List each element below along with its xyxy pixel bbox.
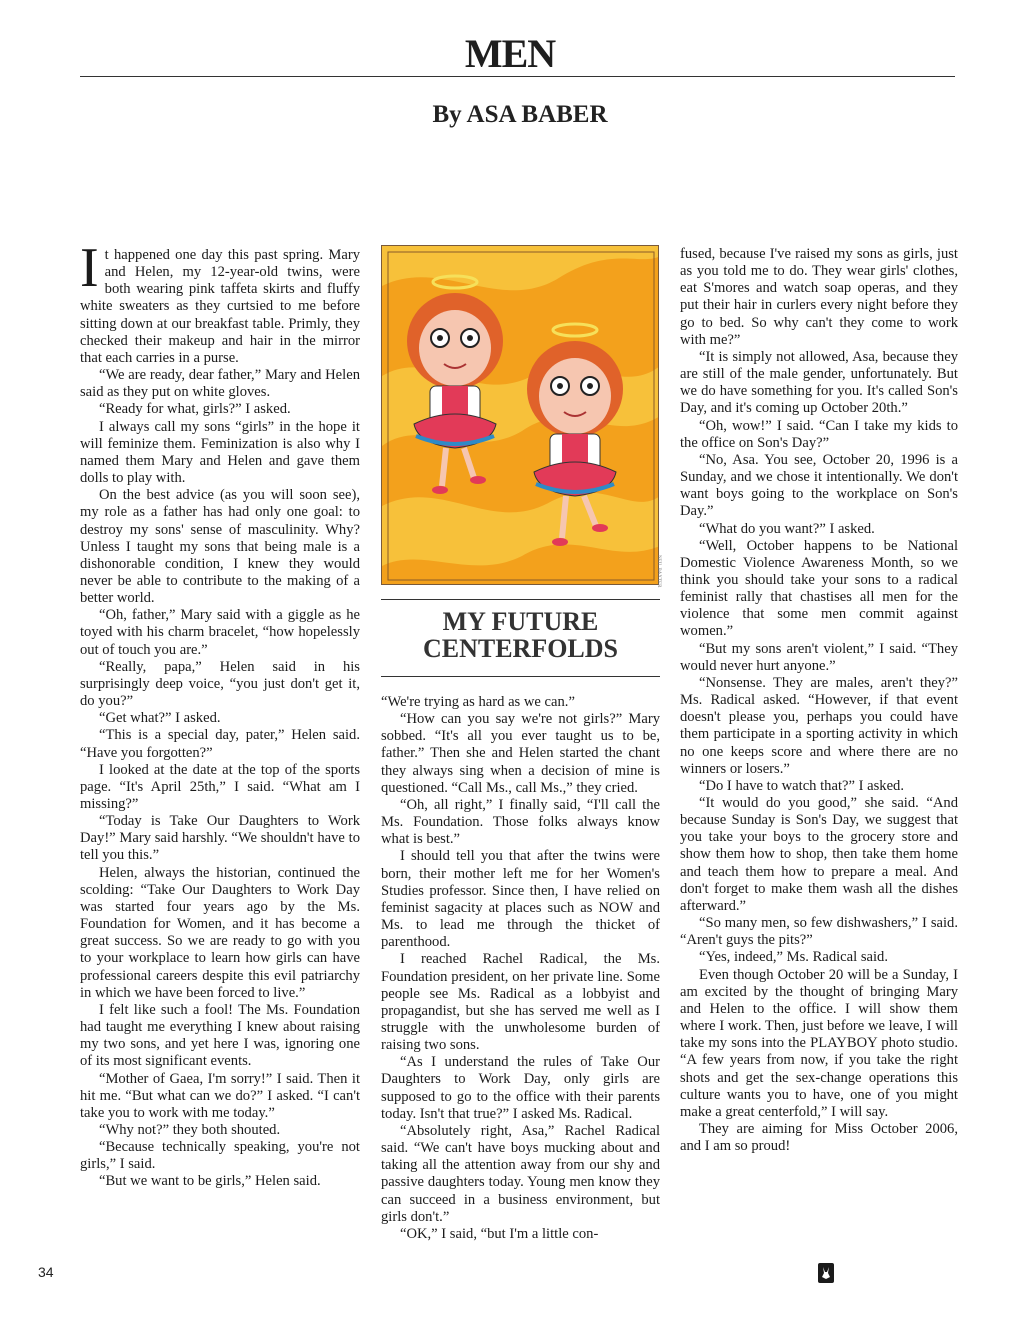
headline-rule-top xyxy=(381,599,660,600)
paragraph: “No, Asa. You see, October 20, 1996 is a Sunday, and we chose it intentionally. We don't want boys going to the workplace on Son's Day.” xyxy=(680,451,958,520)
article-column-1 xyxy=(80,237,360,1191)
paragraph: I reached Rachel Radical, the Ms. Foundation president, on her private line. Some people see Ms. Radical as a lobbyist and propagandist, but she has served me well as I struggle with the unwholesome burden of raising two sons. xyxy=(381,951,660,1054)
page-number: 34 xyxy=(38,1264,54,1280)
paragraph: “As I understand the rules of Take Our Daughters to Work Day, only girls are supposed to go to the office with their parents today. Isn't that true?” I asked Ms. Radical. xyxy=(381,1054,660,1122)
byline: By ASA BABER xyxy=(432,101,608,128)
paragraph: “But my sons aren't violent,” I said. “They would never hurt anyone.” xyxy=(680,640,958,674)
paragraph: They are aiming for Miss October 2006, and I am so proud! xyxy=(680,1120,958,1155)
paragraph: “Why not?” they both shouted. xyxy=(98,1121,281,1138)
paragraph: “Ready for what, girls?” I asked. xyxy=(98,401,291,418)
paragraph: I felt like such a fool! The Ms. Foundation had taught me everything I knew about raising my two sons, and yet here I was, ignoring one of its most significant events. xyxy=(80,1001,360,1070)
paragraph: Even though October 20 will be a Sunday, I am excited by the thought of bringing Mary and Helen to the office. I will show them where I work. Then, just before we leave, I will take my sons into the PLAYBOY photo studio. “A few years from now, if you take the right shots and get the sex-change operations this culture wants you to have, one of you might make a great centerfold,” I will say. xyxy=(680,966,958,1120)
article-headline: MY FUTURE CENTERFOLDS xyxy=(422,607,619,663)
article-column-3 xyxy=(680,246,958,1155)
paragraph: “This is a special day, pater,” Helen said. “Have you forgotten?” xyxy=(80,727,360,761)
paragraph: “Today is Take Our Daughters to Work Day!” Mary said harshly. “We shouldn't have to tell you this.” xyxy=(80,813,360,864)
paragraph: fused, because I've raised my sons as girls, just as you told me to do. They wear girls' clothes, eat S'mores and watch soap operas, and they put their hair in curlers every night before they go to bed. So why can't they come to work with me?” xyxy=(680,246,958,348)
paragraph: Helen, always the historian, continued the scolding: “Take Our Daughters to Work Day was started four years ago by the Ms. Foundation for Women, and it has become a great success. So we are ready to go with you to your workplace to learn how girls can have professional careers despite this evil patriarchy in which we have been forced to live.” xyxy=(80,864,360,1001)
paragraph: I always call my sons “girls” in the hope it will feminize them. Feminization is also why I named them Mary and Helen and gave them dolls to play with. xyxy=(80,418,360,487)
paragraph: “It would do you good,” she said. “And because Sunday is Son's Day, we suggest that you take your boys to the grocery store and show them how to shop, then take them home and teach them how to prepare a meal. And don't forget to make them wash all the dishes afterward.” xyxy=(680,795,958,914)
paragraph: “Oh, wow!” I said. “Can I take my kids to the office on Son's Day?” xyxy=(680,417,958,451)
twins-illustration xyxy=(381,245,661,588)
headline-rule-bottom xyxy=(381,676,660,677)
paragraph: “Nonsense. They are males, aren't they?” Ms. Radical asked. “However, if that event doesn't please you, perhaps you could have them participate in a sporting activity in which no one keeps score and where there are no winners or losers.” xyxy=(680,674,958,777)
rabbit-logo-icon xyxy=(818,1263,834,1283)
paragraph: “Oh, father,” Mary said with a giggle as he toyed with his charm bracelet, “how hopelessly out of touch you are.” xyxy=(80,607,360,658)
header-rule xyxy=(80,76,955,77)
paragraph: “OK,” I said, “but I'm a little con- xyxy=(399,1225,599,1242)
paragraph: “We are ready, dear father,” Mary and Helen said as they put on white gloves. xyxy=(80,367,360,401)
paragraph: “Mother of Gaea, I'm sorry!” I said. Then it hit me. “But what can we do?” I asked. “I can't take you to work with me today.” xyxy=(80,1070,360,1121)
paragraph: “Yes, indeed,” Ms. Radical said. xyxy=(698,949,888,966)
paragraph: “Because technically speaking, you're not girls,” I said. xyxy=(80,1139,360,1173)
paragraph: “Get what?” I asked. xyxy=(98,710,221,727)
illustration-credit: NEIL BAXTER xyxy=(656,555,661,588)
paragraph: “Do I have to watch that?” I asked. xyxy=(698,777,905,794)
paragraph: It happened one day this past spring. Mary and Helen, my 12-year-old twins, were both wearing pink taffeta skirts and fluffy white sweaters as they curtsied to me before sitting down at our breakfast table. Primly, they checked their makeup and hair in the mirror that each carries in a purse. xyxy=(80,237,360,366)
paragraph: I should tell you that after the twins were born, their mother left me for her Women's Studies professor. Since then, I have relied on feminist sagacity at places such as NOW and Ms. to lead me through the thicket of parenthood. xyxy=(381,848,660,951)
paragraph: “Really, papa,” Helen said in his surprisingly deep voice, “you just don't get it, do you?” xyxy=(80,658,360,710)
paragraph: “Well, October happens to be National Domestic Violence Awareness Month, so we think you should take your sons to a radical feminist rally that chastises all men for the violence that some men commit against women.” xyxy=(680,537,958,640)
paragraph: “What do you want?” I asked. xyxy=(698,520,875,537)
article-column-2 xyxy=(381,694,660,1243)
paragraph: “Absolutely right, Asa,” Rachel Radical said. “We can't have boys mucking about and taking all the attention away from our shy and passive daughters today. Young men know they can succeed in a business environment, but girls don't.” xyxy=(381,1122,660,1225)
paragraph: “Oh, all right,” I finally said, “I'll call the Ms. Foundation. Those folks always know what is best.” xyxy=(381,796,660,848)
paragraph: “How can you say we're not girls?” Mary sobbed. “It's all you ever taught us to be, father.” Then she and Helen started the chant they always sing when a decision of mine is questioned. “Call Ms., call Ms.,” they cried. xyxy=(381,711,660,796)
paragraph: On the best advice (as you will soon see), my role as a father has had only one goal: to destroy my sons' sense of masculinity. Why? Unless I taught my sons that being male is a dishonorable condition, I knew they would never be able to contribute to the making of a better world. xyxy=(80,487,360,607)
paragraph: “It is simply not allowed, Asa, because they are still of the male gender, unfortunately. But we do have something for you. It's called Son's Day, and it's coming up October 20th.” xyxy=(680,348,958,417)
paragraph: “So many men, so few dishwashers,” I said. “Aren't guys the pits?” xyxy=(680,915,958,949)
paragraph: “We're trying as hard as we can.” xyxy=(381,694,575,710)
drop-cap: I xyxy=(80,237,99,299)
paragraph: I looked at the date at the top of the sports page. “It's April 25th,” I said. “What am I missing?” xyxy=(80,761,360,812)
section-title: MEN xyxy=(464,31,556,76)
paragraph: “But we want to be girls,” Helen said. xyxy=(98,1173,321,1190)
